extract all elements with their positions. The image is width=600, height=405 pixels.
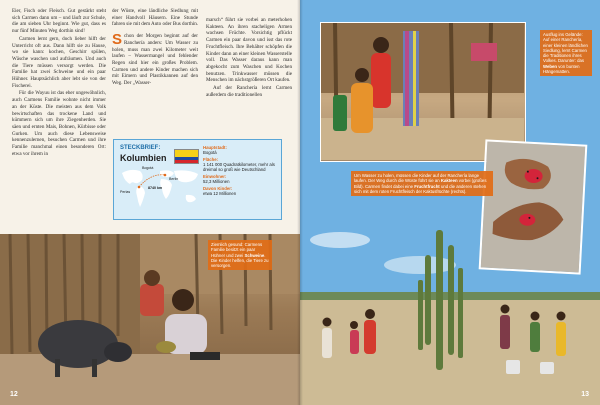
- text-column-2: [112, 8, 198, 88]
- fact-label: Hauptstadt:: [203, 145, 227, 150]
- fact-value: etwa 12 Millionen: [203, 191, 237, 197]
- text-column-3: [206, 17, 292, 99]
- caption-weaving: [540, 30, 592, 76]
- caption-bold: Weben: [543, 63, 558, 69]
- fact-value: Bogotá: [203, 150, 217, 156]
- page-number-right: 13: [581, 391, 589, 398]
- text-column-1: [12, 8, 106, 158]
- page-number-left: 12: [10, 391, 18, 398]
- steckbrief-facts: [203, 145, 279, 198]
- fact-value: 52,3 Millionen: [203, 179, 230, 185]
- caption-pigs: [208, 240, 272, 270]
- map-label-bogota: Bogotá: [142, 166, 154, 170]
- caption-text: Ausflug ins Gelände: Auf einer Ranchería, einer kleinen ländlichen Siedlung, lernt Carmen die Traditionen ihres Volkes. Darunter: das: [543, 32, 588, 64]
- caption-bold: Schweine: [244, 252, 265, 258]
- caption-text: vorbei (großes Bild). Carmen findet dabei eine: [354, 178, 487, 189]
- paragraph: marsch“ führt sie vorbei an meterhohen Kakteen. An ihren stacheligen Armen wachsen Früchte. Vorsichtig pflückt Carmen ein paar davon und isst das rote Fruchtfleisch. Ihre Behälter schöpfen die Kinder dann an einer kleinen Wasserstelle voll. Das Wasser daraus kann man abgekocht zum Waschen und Kochen benutzen. Trinkwasser müssen die Menschen im nächstgrößeren Ort kaufen.: [206, 17, 292, 84]
- paragraph: Eier, Fisch oder Fleisch. Gut gestärkt steht sich Carmen dann um – und läuft zur Schule, die am sieben Uhr beginnt. Wie gut, dass es nur fünf Minuten Weg dorthin sind!: [12, 8, 106, 35]
- photo-cactus-fruit-hands: [479, 139, 588, 274]
- caption-bold: Kakteen: [440, 178, 458, 184]
- fact-value: 1 141 000 Quadratkilometer, mehr als dreimal so groß wie Deutschland: [203, 162, 275, 173]
- colombia-flag-icon: [174, 149, 199, 164]
- paragraph: der Wüste, eine ländliche Siedlung mit einer Handvoll Häusern. Eine Stunde fahren sie mit dem Auto oder Bus dorthin.: [112, 8, 199, 28]
- paragraph: Für die Wayuu ist das eher ungewöhnlich, auch Carmens Familie wohnte nicht immer an der Küste. Die meisten aus dem Volk bewirtschaften das trockene Land und kümmern sich um ihre Ziegenherden. Sie säen und ernten Mais, Bohnen, Kürbisse oder Gurken. Um auch diese Lebensweise kennenzulernen, besuchen Carmen und ihre Familie manchmal einen besonderen Ort: etwa vor ihrem in: [12, 90, 106, 157]
- steckbrief-country: Kolumbien: [120, 153, 167, 163]
- caption-text: Ziemlich gesund: Carmens Familie besitzt ein paar Hühner und zwei: [211, 242, 263, 258]
- fact-label: Einwohner:: [203, 174, 227, 180]
- caption-bold: Fruchtfrucht: [414, 183, 440, 189]
- caption-text: und die anderen stehen sich mit dem roten Fruchtfleisch der Kaktusfrüchte (rechts).: [354, 183, 487, 194]
- fact-label: Davon Kinder:: [203, 185, 233, 191]
- map-label-berlin: Berlin: [169, 177, 179, 181]
- caption-water-walk: [351, 171, 493, 196]
- map-label-perlas: Perlas: [120, 190, 131, 194]
- fact-label: Fläche:: [203, 156, 219, 162]
- paragraph: [112, 33, 198, 87]
- steckbrief-box: [113, 139, 282, 220]
- map-label-distance: 8740 km: [148, 186, 163, 190]
- page-gutter: [297, 0, 303, 405]
- caption-text: . Die Kinder helfen, die Tiere zu versorgen.: [211, 252, 269, 269]
- caption-text: Um Wasser zu holen, müssen die Kinder auf der Ranchería lange laufen. Der Weg durch die Wüste führt sie an: [354, 173, 479, 184]
- caption-text: von bunten Hängematten.: [543, 63, 580, 75]
- photo-illustration: [481, 142, 585, 273]
- paragraph: Carmen lernt gern, doch lieber hilft der Unterricht oft aus. Dann hilft sie zu Hause, wo sie kann: kochen, Geschirr spülen, Wäsche waschen und aufräumen. Und auch die Tiere müssen versorgt werden. Die Familie hat zwei Schweine und ein paar Hühner. Hauptsächlich aber lebt sie von der Fischerei.: [12, 35, 106, 89]
- drop-cap: S: [112, 31, 123, 49]
- steckbrief-title: STECKBRIEF:: [120, 145, 161, 151]
- paragraph-text: chon der Morgen beginnt auf der Ranchería anders: Um Wasser zu holen, muss man zwei Kilometer weit laufen – Wassermangel und fehlender Regen sind hier ein großes Problem. Carmen und andere Kinder machen sich mit Eimern und Plastikkannen auf den Weg. Der „Wasser-: [112, 33, 198, 87]
- paragraph: Auf der Ranchería lernt Carmen außerdem die traditionellen: [206, 85, 292, 98]
